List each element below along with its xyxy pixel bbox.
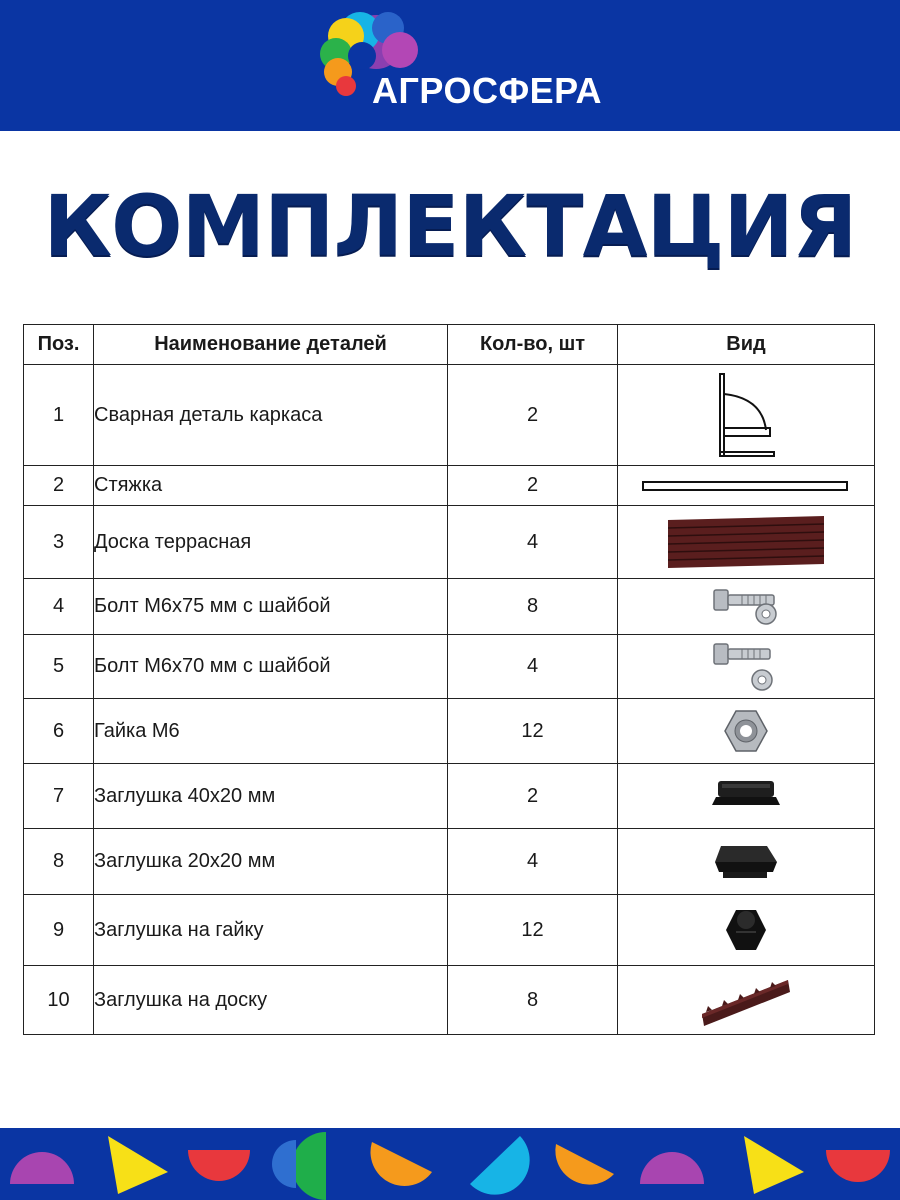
bolt-with-washer-icon [708, 584, 784, 630]
row-pos: 7 [24, 764, 94, 829]
row-name: Болт М6х70 мм с шайбой [94, 635, 448, 699]
row-qty: 8 [448, 966, 618, 1035]
row-pos: 3 [24, 506, 94, 579]
table-row [24, 966, 875, 1035]
page-title: КОМПЛЕКТАЦИЯ [43, 177, 857, 275]
row-name: Доска террасная [94, 506, 448, 579]
column-header-view: Вид [618, 325, 875, 365]
row-view [618, 635, 875, 699]
frame-part-icon [716, 372, 776, 458]
row-view [618, 579, 875, 635]
footer-bar [0, 1128, 900, 1200]
row-pos: 1 [24, 365, 94, 466]
row-name: Стяжка [94, 466, 448, 506]
tie-rod-icon [641, 479, 851, 493]
row-pos: 10 [24, 966, 94, 1035]
table-row [24, 365, 875, 466]
row-view [618, 699, 875, 764]
column-header-pos: Поз. [24, 325, 94, 365]
row-pos: 4 [24, 579, 94, 635]
hex-nut-icon [722, 708, 770, 754]
table-row [24, 699, 875, 764]
board-end-cap-icon [698, 970, 794, 1030]
row-name: Заглушка 40х20 мм [94, 764, 448, 829]
table-row [24, 579, 875, 635]
table-row [24, 506, 875, 579]
row-view [618, 764, 875, 829]
rect-plug-icon [710, 775, 782, 817]
row-pos: 6 [24, 699, 94, 764]
row-qty: 4 [448, 635, 618, 699]
row-qty: 12 [448, 699, 618, 764]
row-name: Гайка М6 [94, 699, 448, 764]
square-plug-icon [711, 840, 781, 884]
column-header-qty: Кол-во, шт [448, 325, 618, 365]
row-view [618, 895, 875, 966]
row-name: Сварная деталь каркаса [94, 365, 448, 466]
row-qty: 12 [448, 895, 618, 966]
table-row [24, 635, 875, 699]
row-pos: 5 [24, 635, 94, 699]
decorative-shapes-icon [0, 1128, 900, 1200]
bolt-with-washer-icon [708, 640, 784, 694]
row-view [618, 365, 875, 466]
row-name: Заглушка на гайку [94, 895, 448, 966]
brand-name: АГРОСФЕРА [372, 70, 603, 111]
row-pos: 8 [24, 829, 94, 895]
column-header-name: Наименование деталей [94, 325, 448, 365]
row-name: Болт М6х75 мм с шайбой [94, 579, 448, 635]
table-row [24, 466, 875, 506]
table-header-row [24, 325, 875, 365]
nut-cap-icon [722, 906, 770, 954]
row-view [618, 966, 875, 1035]
row-name: Заглушка на доску [94, 966, 448, 1035]
row-qty: 2 [448, 365, 618, 466]
table-row [24, 829, 875, 895]
table-row [24, 895, 875, 966]
table-row [24, 764, 875, 829]
row-qty: 2 [448, 466, 618, 506]
row-view [618, 829, 875, 895]
row-pos: 2 [24, 466, 94, 506]
row-view [618, 506, 875, 579]
row-name: Заглушка 20х20 мм [94, 829, 448, 895]
row-pos: 9 [24, 895, 94, 966]
row-qty: 4 [448, 506, 618, 579]
row-qty: 2 [448, 764, 618, 829]
row-view [618, 466, 875, 506]
row-qty: 8 [448, 579, 618, 635]
header-bar [0, 0, 900, 131]
decking-board-icon [666, 514, 826, 570]
parts-table [23, 324, 875, 1035]
row-qty: 4 [448, 829, 618, 895]
